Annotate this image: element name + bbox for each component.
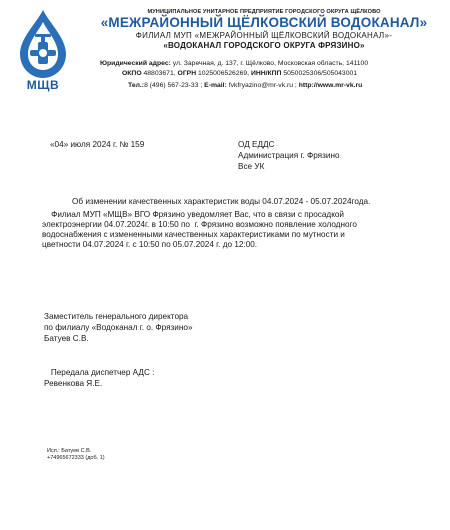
ogrn-label: ОГРН xyxy=(177,70,197,77)
address-label: Юридический адрес: xyxy=(100,60,171,67)
okpo-label: ОКПО xyxy=(122,70,142,77)
tel-label: Тел.: xyxy=(128,82,145,89)
executor-line: Исп.: Батуев С.В. xyxy=(47,448,92,454)
recipient-line: ОД ЕДДС xyxy=(238,140,275,149)
body-line: водоснабжения с измененными качественных характеристиками по мутности и xyxy=(42,230,345,239)
executor-line: +74965672333 (доб. 1) xyxy=(47,455,105,461)
transmitted-line: Передала диспетчер АДС : xyxy=(44,368,155,377)
letter-subject: Об изменении качественных характеристик воды 04.07.2024 - 05.07.2024года. xyxy=(72,197,371,206)
recipient-line: Все УК xyxy=(238,162,265,171)
body-line: Филиал МУП «МЩВ» ВГО Фрязино уведомляет Вас, что в связи с просадкой xyxy=(42,210,345,219)
signature-line: по филиалу «Водоканал г. о. Фрязино» xyxy=(44,323,193,332)
org-type: МУНИЦИПАЛЬНОЕ УНИТАРНОЕ ПРЕДПРИЯТИЕ ГОРОДСКОГО ОКРУГА ЩЁЛКОВО xyxy=(147,9,381,15)
email-label: E-mail: xyxy=(204,82,227,89)
inn-label: ИНН/КПП xyxy=(250,70,282,77)
body-line: цветности 04.07.2024 г. с 10:50 по 05.07.2024 г. до 12:00. xyxy=(42,240,258,249)
branch-name: «ВОДОКАНАЛ ГОРОДСКОГО ОКРУГА ФРЯЗИНО» xyxy=(163,41,365,50)
executor-info xyxy=(47,448,105,462)
contacts xyxy=(128,81,450,91)
inn-value: 5050025306/505043001 xyxy=(283,70,358,77)
okpo-value: 48803671, xyxy=(143,70,176,77)
signature-block xyxy=(44,312,193,345)
transmitted-line: Ревенкова Я.Е. xyxy=(44,379,103,388)
tel-value: 8 (496) 567-23-33 ; xyxy=(144,82,203,89)
website-link[interactable]: http://www.mr-vk.ru xyxy=(298,82,363,89)
recipients xyxy=(238,140,340,173)
email-link[interactable]: fvkfryazino@mr-vk.ru ; xyxy=(228,82,297,89)
branch-line: ФИЛИАЛ МУП «МЕЖРАЙОННЫЙ ЩЁЛКОВСКИЙ ВОДОКАНАЛ»- xyxy=(135,31,393,40)
signature-line: Заместитель генерального директора xyxy=(44,312,189,321)
ogrn-value: 1025006526269, xyxy=(198,70,250,77)
letter-body xyxy=(42,210,440,250)
body-line: электроэнергии 04.07.2024г. в 10:50 по г. Фрязино возможно появление холодного xyxy=(42,220,357,229)
logo-text: МЩВ xyxy=(26,78,60,92)
address-value: ул. Заречная, д. 137, г. Щёлково, Московская область, 141100 xyxy=(172,60,369,67)
recipient-line: Администрация г. Фрязино xyxy=(238,151,340,160)
transmitted-by xyxy=(44,368,154,390)
org-name: «МЕЖРАЙОННЫЙ ЩЁЛКОВСКИЙ ВОДОКАНАЛ» xyxy=(100,15,428,30)
signature-line: Батуев С.В. xyxy=(44,334,89,343)
registration-numbers xyxy=(122,69,450,79)
date-number: «04» июля 2024 г. № 159 xyxy=(50,140,145,149)
legal-address xyxy=(100,59,440,69)
